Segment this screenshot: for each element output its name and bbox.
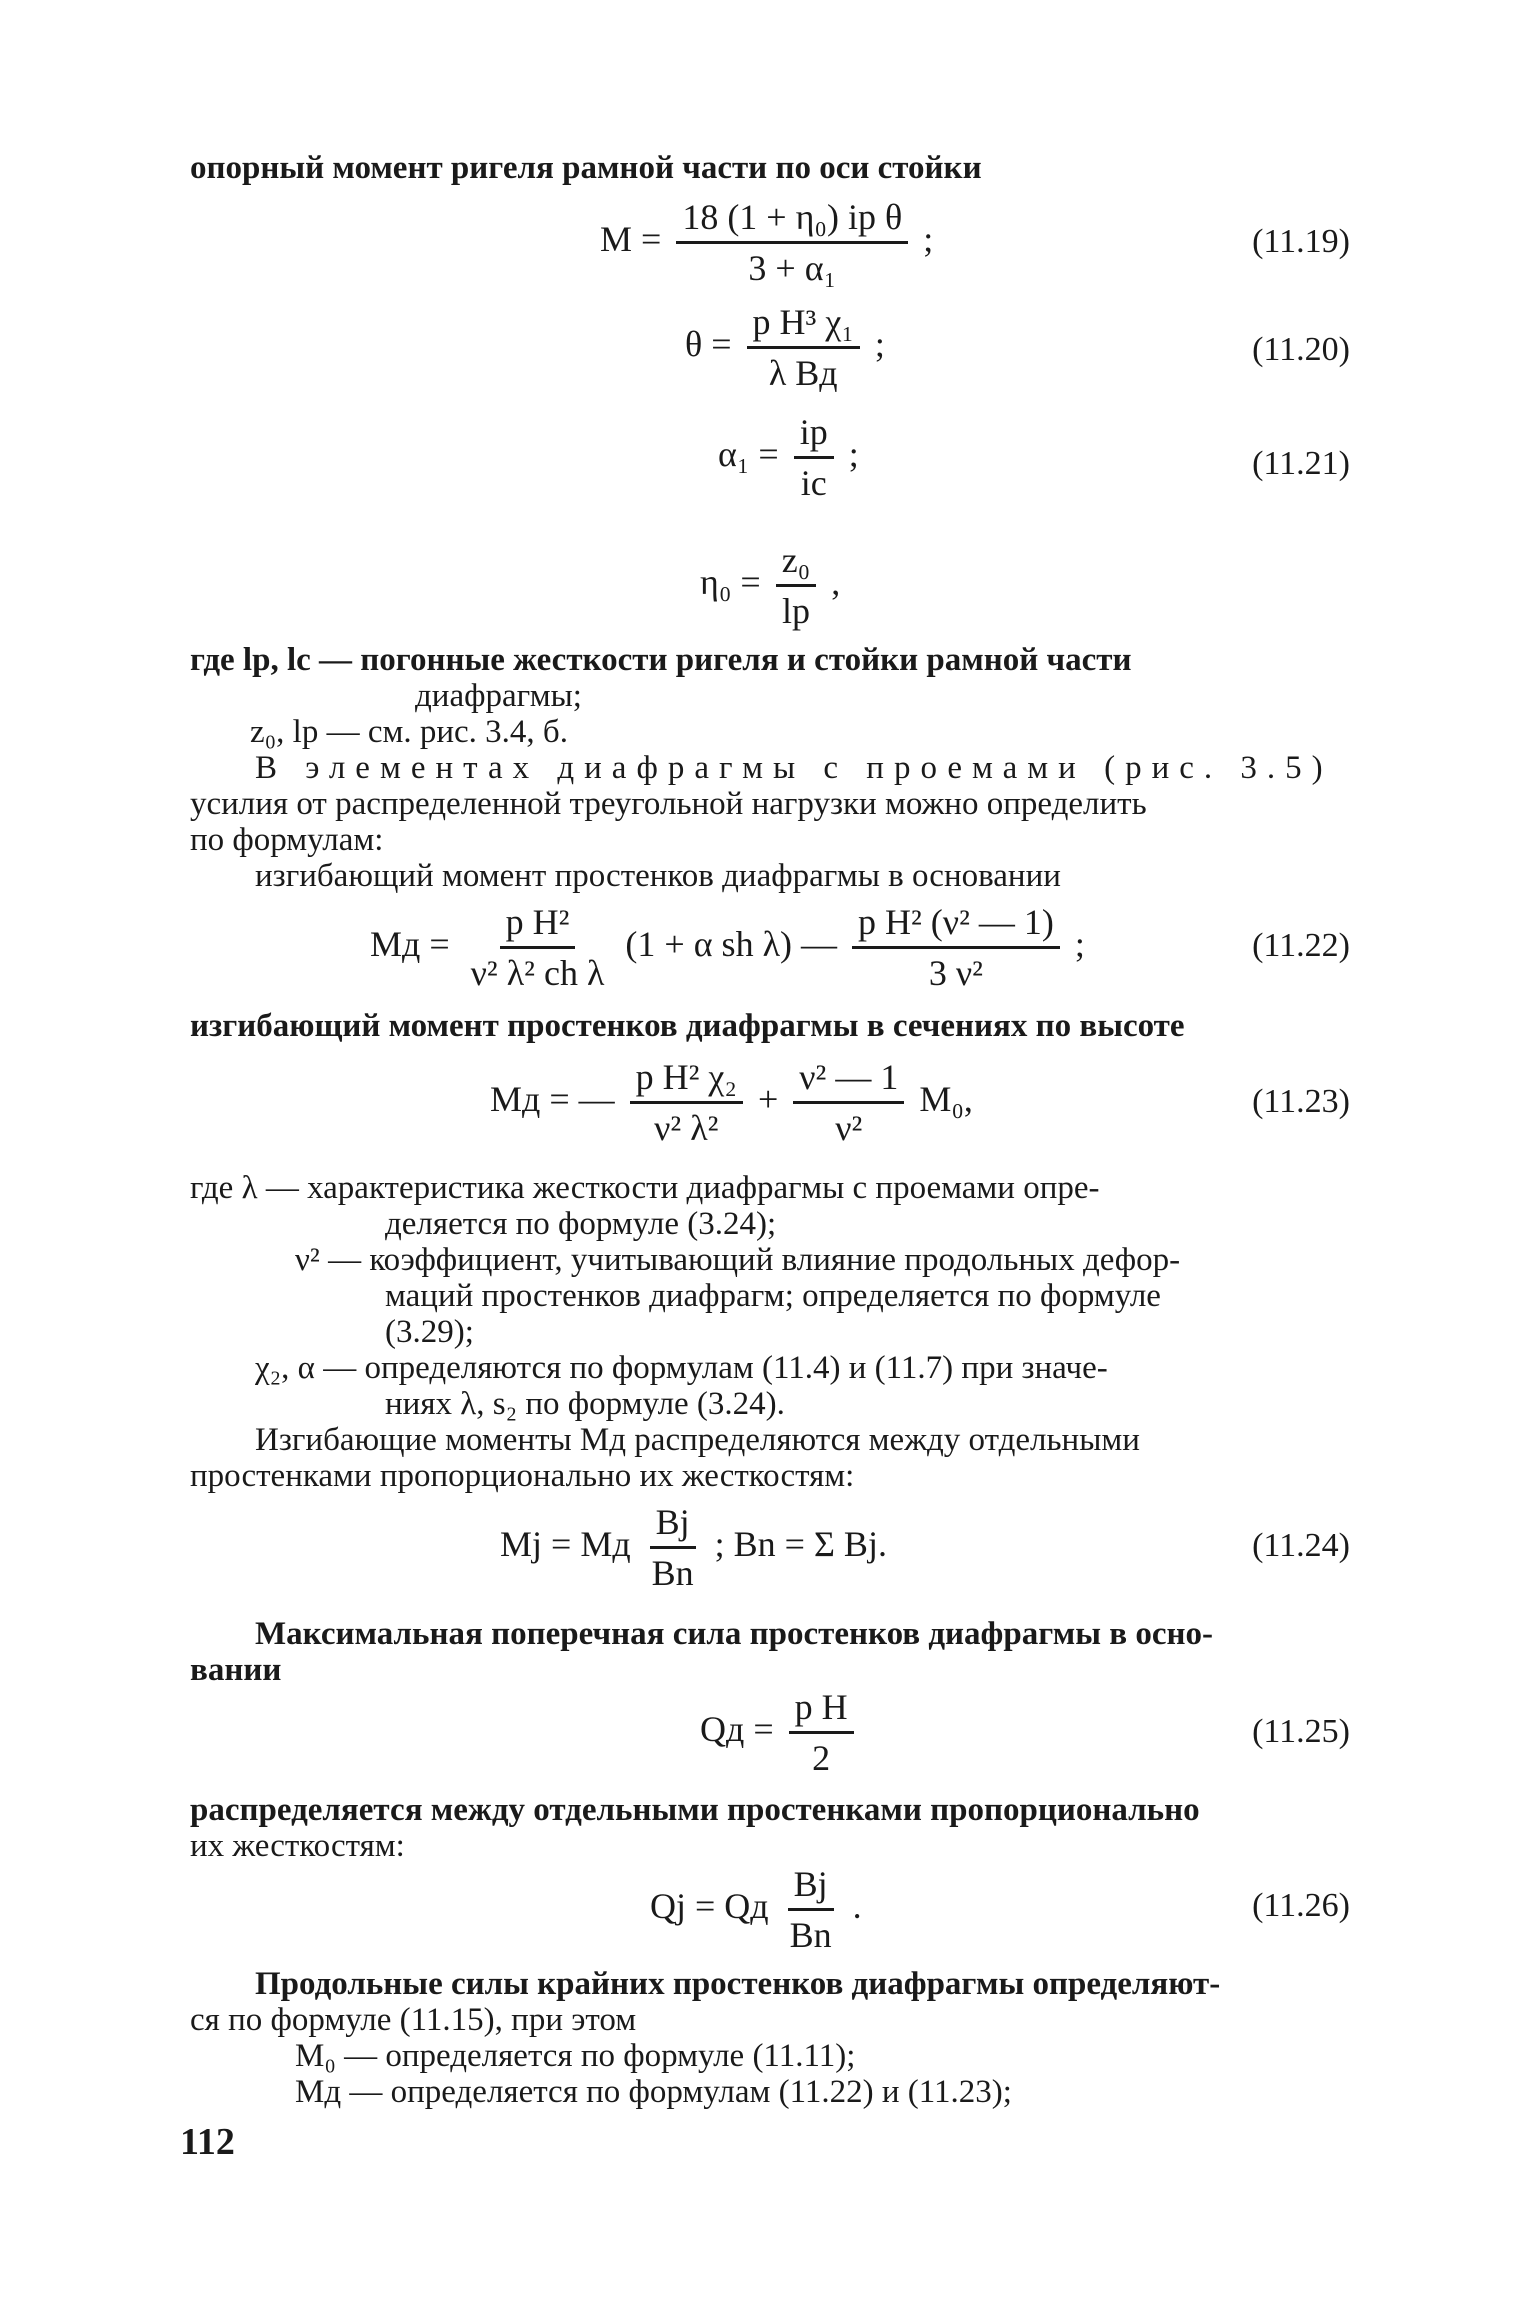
denominator: ν² λ² ch λ — [470, 953, 605, 993]
numerator: 18 (1 + η₀) iр θ — [676, 195, 908, 244]
equation-11-20 — [685, 300, 885, 395]
text-line: ниях λ, s₂ по формуле (3.24). — [385, 1386, 785, 1422]
denominator: λ Bд — [768, 353, 838, 393]
equation-11-25 — [700, 1685, 860, 1780]
numerator: iр — [794, 410, 834, 459]
text-line: изгибающий момент простенков диафрагмы в основании — [255, 858, 1061, 894]
text-line: опорный момент ригеля рамной части по оси стойки — [190, 150, 982, 186]
equation-number: (11.21) — [1252, 445, 1350, 482]
eq-tail: ; — [848, 433, 859, 474]
text-line: простенками пропорционально их жесткостям: — [190, 1458, 855, 1494]
equation-number: (11.22) — [1252, 927, 1350, 964]
numerator: Bj — [650, 1500, 696, 1549]
text-line: χ₂, α — определяются по формулам (11.4) и (11.7) при значе- — [255, 1350, 1108, 1386]
text-line: В элементах диафрагмы с проемами (рис. 3.5) — [255, 750, 1333, 786]
text-line: где λ — характеристика жесткости диафрагмы с проемами опре- — [190, 1170, 1100, 1206]
equation-number: (11.20) — [1252, 331, 1350, 368]
eq-lhs: Mд = — [370, 923, 450, 964]
denominator: 3 + α₁ — [748, 248, 837, 288]
denominator: ν² — [835, 1108, 863, 1148]
eq-lhs: M = — [600, 218, 662, 259]
numerator: p H³ χ₁ — [747, 300, 860, 349]
eq-middle: + — [757, 1078, 779, 1119]
text-line: где lр, lс — погонные жесткости ригеля и стойки рамной части — [190, 642, 1132, 678]
fraction — [784, 1862, 838, 1957]
denominator: iс — [800, 463, 827, 503]
fraction — [676, 195, 908, 290]
numerator: p H² χ₂ — [630, 1055, 743, 1104]
text-line: M₀ — определяется по формуле (11.11); — [295, 2038, 856, 2074]
fraction — [747, 300, 860, 395]
fraction — [465, 900, 611, 995]
text-line: (3.29); — [385, 1314, 474, 1350]
equation-number: (11.23) — [1252, 1083, 1350, 1120]
text-line: распределяется между отдельными простенками пропорционально — [190, 1792, 1200, 1828]
eq-lhs: Qд = — [700, 1708, 774, 1749]
eq-lhs: α₁ = — [718, 433, 779, 474]
fraction — [852, 900, 1060, 995]
fraction — [789, 1685, 854, 1780]
text-line: деляется по формуле (3.24); — [385, 1206, 777, 1242]
numerator: Bj — [788, 1862, 834, 1911]
fraction — [794, 410, 834, 505]
equation-number: (11.24) — [1252, 1527, 1350, 1564]
fraction — [630, 1055, 743, 1150]
page-number: 112 — [180, 2121, 235, 2163]
equation-11-26 — [650, 1862, 862, 1957]
numerator: p H² — [500, 900, 576, 949]
eq-tail: ; — [1074, 923, 1085, 964]
text-line: Mд — определяется по формулам (11.22) и (11.23); — [295, 2074, 1012, 2110]
equation-11-21 — [718, 410, 859, 505]
fraction — [776, 538, 817, 633]
text-line: маций простенков диафрагм; определяется по формуле — [385, 1278, 1161, 1314]
eq-tail: , — [831, 561, 841, 602]
fraction — [646, 1500, 700, 1595]
text-line: усилия от распределенной треугольной нагрузки можно определить — [190, 786, 1147, 822]
equation-11-22 — [370, 900, 1085, 995]
equation-11-24 — [500, 1500, 887, 1595]
text-line: изгибающий момент простенков диафрагмы в сечениях по высоте — [190, 1008, 1185, 1044]
denominator: 2 — [812, 1738, 831, 1778]
numerator: p H — [789, 1685, 854, 1734]
eq-tail: ; — [923, 218, 934, 259]
numerator: ν² — 1 — [793, 1055, 904, 1104]
text-line: Изгибающие моменты Mд распределяются между отдельными — [255, 1422, 1140, 1458]
denominator: Bn — [651, 1553, 694, 1593]
eq-tail: ; Bn = Σ Bj. — [714, 1523, 887, 1564]
denominator: Bn — [789, 1915, 832, 1955]
text-line: Продольные силы крайних простенков диафрагмы определяют- — [255, 1966, 1221, 2002]
eq-lhs: η₀ = — [700, 561, 761, 602]
equation-eta0 — [700, 538, 840, 633]
eq-tail: ; — [874, 323, 885, 364]
eq-tail: M₀, — [919, 1078, 973, 1119]
eq-middle: (1 + α sh λ) — — [625, 923, 838, 964]
text-line: по формулам: — [190, 822, 384, 858]
denominator: 3 ν² — [928, 953, 983, 993]
text-line: Максимальная поперечная сила простенков диафрагмы в осно- — [255, 1616, 1213, 1652]
numerator: z₀ — [776, 538, 817, 587]
denominator: ν² λ² — [654, 1108, 719, 1148]
text-line: z₀, lр — см. рис. 3.4, б. — [250, 714, 568, 750]
numerator: p H² (ν² — 1) — [852, 900, 1060, 949]
text-line: вании — [190, 1652, 282, 1688]
fraction — [793, 1055, 904, 1150]
equation-number: (11.26) — [1252, 1887, 1350, 1924]
eq-lhs: θ = — [685, 323, 732, 364]
denominator: lр — [781, 591, 810, 631]
equation-number: (11.25) — [1252, 1713, 1350, 1750]
equation-number: (11.19) — [1252, 223, 1350, 260]
equation-11-23 — [490, 1055, 973, 1150]
eq-lhs: Mj = Mд — [500, 1523, 631, 1564]
eq-lhs: Mд = — — [490, 1078, 615, 1119]
text-line: их жесткостям: — [190, 1828, 405, 1864]
text-line: диафрагмы; — [415, 678, 582, 714]
text-line: ся по формуле (11.15), при этом — [190, 2002, 637, 2038]
eq-lhs: Qj = Qд — [650, 1885, 769, 1926]
eq-tail: . — [852, 1885, 862, 1926]
equation-11-19 — [600, 195, 933, 290]
text-line: ν² — коэффициент, учитывающий влияние продольных дефор- — [295, 1242, 1181, 1278]
